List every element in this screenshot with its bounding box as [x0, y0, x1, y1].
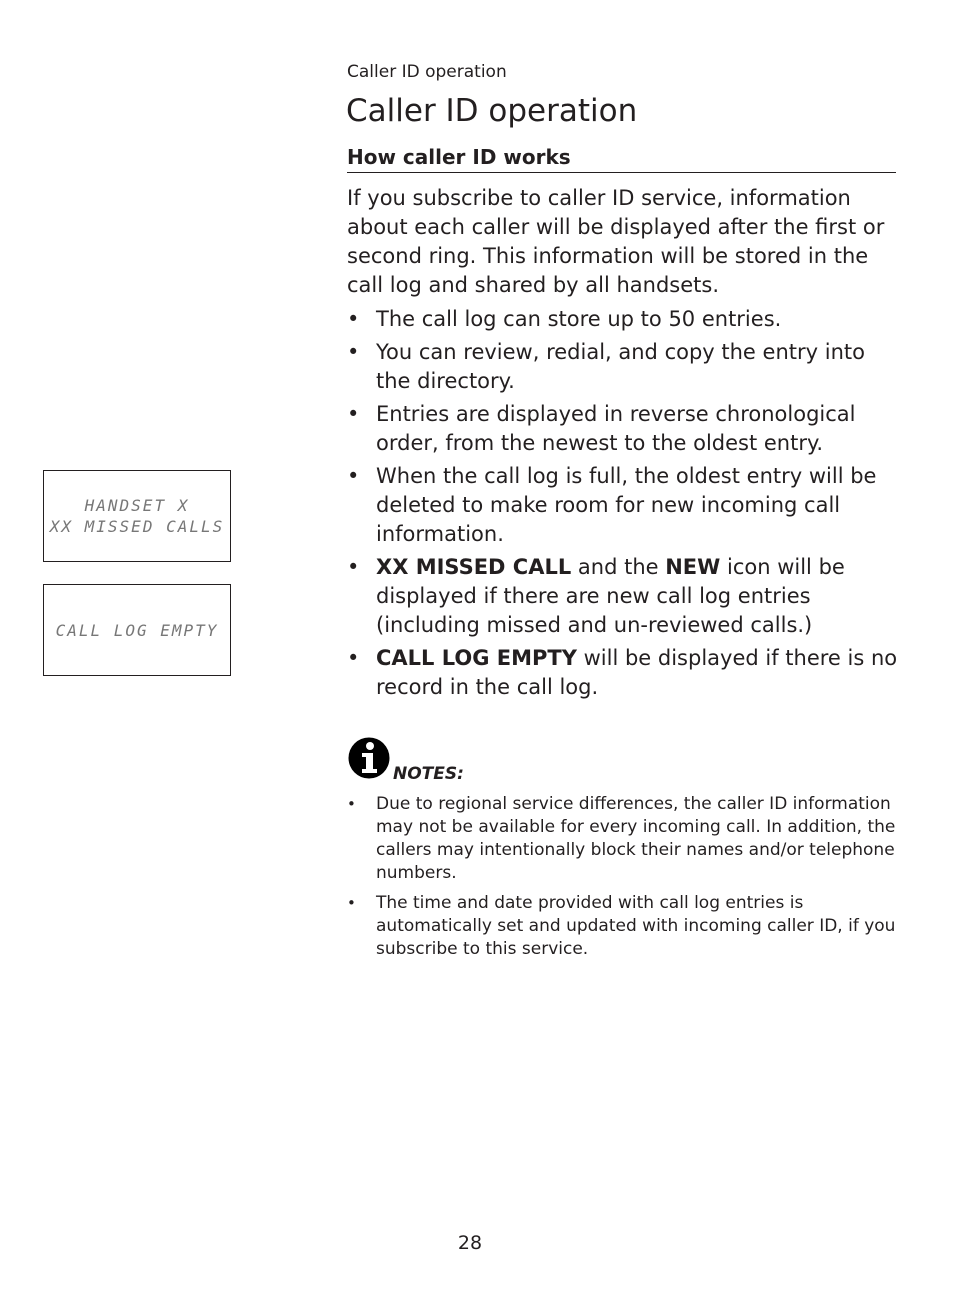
bold-term: XX MISSED CALL: [376, 555, 572, 579]
lcd-screen-call-log-empty: [43, 584, 231, 676]
bullet-icon: •: [347, 795, 356, 813]
list-item: • Entries are displayed in reverse chronological order, from the newest to the oldest entry.: [347, 402, 856, 455]
bullet-icon: •: [347, 402, 360, 426]
bold-term: NEW: [665, 555, 721, 579]
bullet-icon: •: [347, 894, 356, 912]
page-title: Caller ID operation: [346, 93, 638, 129]
list-item: • The call log can store up to 50 entries.: [347, 305, 899, 334]
intro-paragraph: If you subscribe to caller ID service, information about each caller will be displayed after the first or second ring. This information will be stored in the call log and shared by all handsets.: [347, 186, 885, 297]
bullet-icon: •: [347, 307, 360, 331]
notes-label: NOTES:: [393, 764, 464, 784]
list-item: • You can review, redial, and copy the entry into the directory.: [347, 340, 865, 393]
section-heading: How caller ID works: [347, 145, 896, 173]
lcd-line: XX MISSED CALLS: [49, 517, 225, 536]
list-item: • CALL LOG EMPTY will be displayed if there is no record in the call log.: [347, 646, 898, 699]
bullet-icon: •: [347, 646, 360, 670]
list-item: • The time and date provided with call log entries is automatically set and updated with incoming caller ID, if you subscribe to this service.: [347, 893, 896, 959]
running-head: Caller ID operation: [347, 62, 507, 82]
info-icon: [348, 737, 390, 779]
page-number: 28: [457, 1232, 483, 1254]
lcd-screen-missed-calls: [43, 470, 231, 562]
list-item: • XX MISSED CALL and the NEW icon will be displayed if there are new call log entries (including missed and un-reviewed calls.): [347, 555, 845, 637]
bullet-icon: •: [347, 555, 360, 579]
lcd-line: CALL LOG EMPTY: [55, 620, 219, 640]
list-item: • When the call log is full, the oldest entry will be deleted to make room for new incoming call information.: [347, 464, 877, 546]
lcd-line: HANDSET X: [84, 496, 190, 515]
bullet-icon: •: [347, 340, 360, 364]
bullet-icon: •: [347, 464, 360, 488]
list-item: • Due to regional service differences, the caller ID information may not be available for every incoming call. In addition, the callers may intentionally block their names and/or telephone numbers.: [347, 794, 896, 883]
notes-list: [347, 793, 897, 968]
bold-term: CALL LOG EMPTY: [376, 646, 577, 670]
feature-list: [347, 305, 899, 706]
